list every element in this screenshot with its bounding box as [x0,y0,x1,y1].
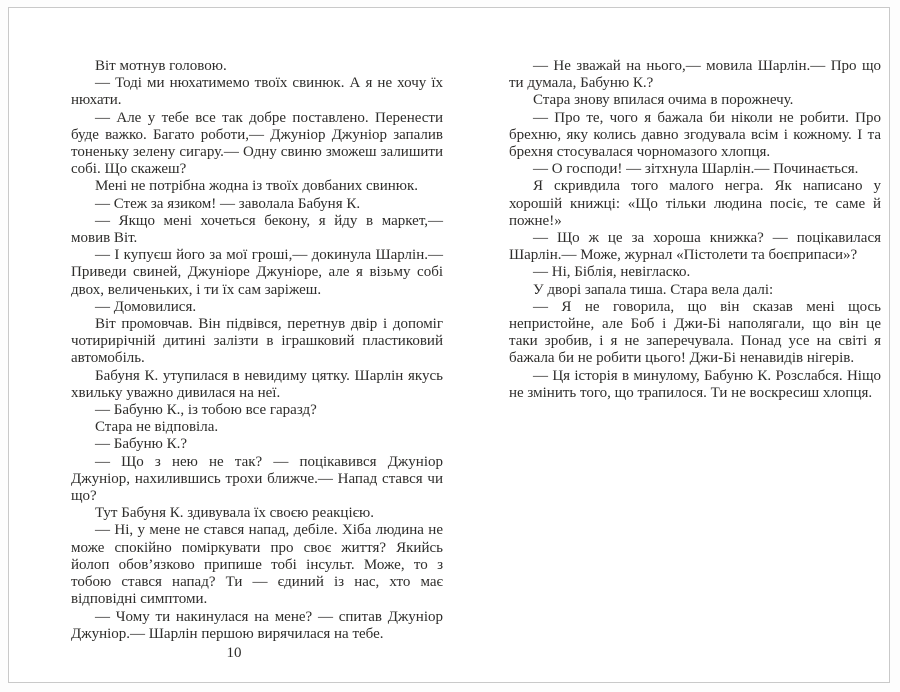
paragraph: — Ні, Біблія, невігласко. [533,264,691,281]
paragraph: — Тоді ми нюхатимемо твоїх свинюк. А я не хочу їх нюхати. [71,75,443,109]
paragraph: — Бабуню К.? [95,436,187,453]
paragraph: — Про те, чого я бажала би ніколи не робити. Про брехню, яку колись давно згодувала всім і кожному. І та брехня стосувалася чорномазого хлопця. [509,109,881,161]
paragraph: — Ні, у мене не стався напад, дебіле. Хіба людина не може спокійно поміркувати про своє життя? Якийсь йолоп обов’язково припише тобі інсульт. Може, то з тобою стався напад? Ти — єдиний із нас, хто має відповідні симптоми. [71,522,443,608]
paragraph: Я скривдила того малого негра. Як написано у хорошій книжці: «Що тільки людина посіє, те саме й пожне!» [509,178,881,229]
paragraph: — І купуєш його за мої гроші,— докинула Шарлін.— Приведи свиней, Джуніоре Джуніоре, але я візьму собі двох, величеньких, і ти їх сам заріжеш. [71,247,443,298]
paragraph: Віт промовчав. Він підвівся, перетнув двір і допоміг чотирирічній дитині залізти в іграшковий пластиковий автомобіль. [71,316,443,367]
paragraph: Бабуня К. утупилася в невидиму цятку. Шарлін якусь хвильку уважно дивилася на неї. [71,367,443,401]
paragraph: — Чому ти накинулася на мене? — спитав Джуніор Джуніор.— Шарлін першою вирячилася на тебе. [71,608,443,642]
paragraph: — Що ж це за хороша книжка? — поцікавилася Шарлін.— Може, журнал «Пістолети та боєприпаси»? [509,230,881,264]
paragraph: — Але у тебе все так добре поставлено. Перенести буде важко. Багато роботи,— Джуніор Джуніор запалив тоненьку зелену сигару.— Одну свиню зможеш залишити собі. Що скажеш? [71,109,443,178]
paragraph: — Я не говорила, що він сказав мені щось непристойне, але Боб і Джи-Бі наполягали, що він це таки зробив, і я не заперечувала. Понад усе на світі я бажала би не робити цього! Джи-Бі ненавидів нігерів. [509,298,881,367]
page-number: 10 [226,645,242,661]
paragraph: — Бабуню К., із тобою все гаразд? [95,402,317,419]
paragraph: Віт мотнув головою. [95,58,227,74]
right-text-column [509,58,881,402]
paragraph: У дворі запала тиша. Стара вела далі: [533,281,774,298]
paragraph: — Ця історія в минулому, Бабуню К. Розслабся. Ніщо не змінить того, що трапилося. Ти не воскресиш хлопця. [509,367,881,401]
left-text-column [71,58,443,643]
paragraph: Стара знову впилася очима в порожнечу. [533,92,794,109]
paragraph: — Стеж за язиком! — заволала Бабуня К. [95,195,361,212]
paragraph: — Не зважай на нього,— мовила Шарлін.— Про що ти думала, Бабуню К.? [509,58,881,92]
paragraph: Мені не потрібна жодна із твоїх довбаних свинюк. [95,178,419,195]
paragraph: — Домовилися. [95,298,197,315]
paragraph: — Що з нею не так? — поцікавився Джуніор Джуніор, нахилившись трохи ближче.— Напад стався чи що? [71,453,443,505]
book-page [8,7,890,683]
paragraph: Стара не відповіла. [95,419,219,436]
paragraph: — Якщо мені хочеться бекону, я йду в маркет,— мовив Віт. [71,212,443,247]
paragraph: Тут Бабуня К. здивувала їх своєю реакцією. [95,505,375,522]
paragraph: — О господи! — зітхнула Шарлін.— Починається. [533,161,859,178]
